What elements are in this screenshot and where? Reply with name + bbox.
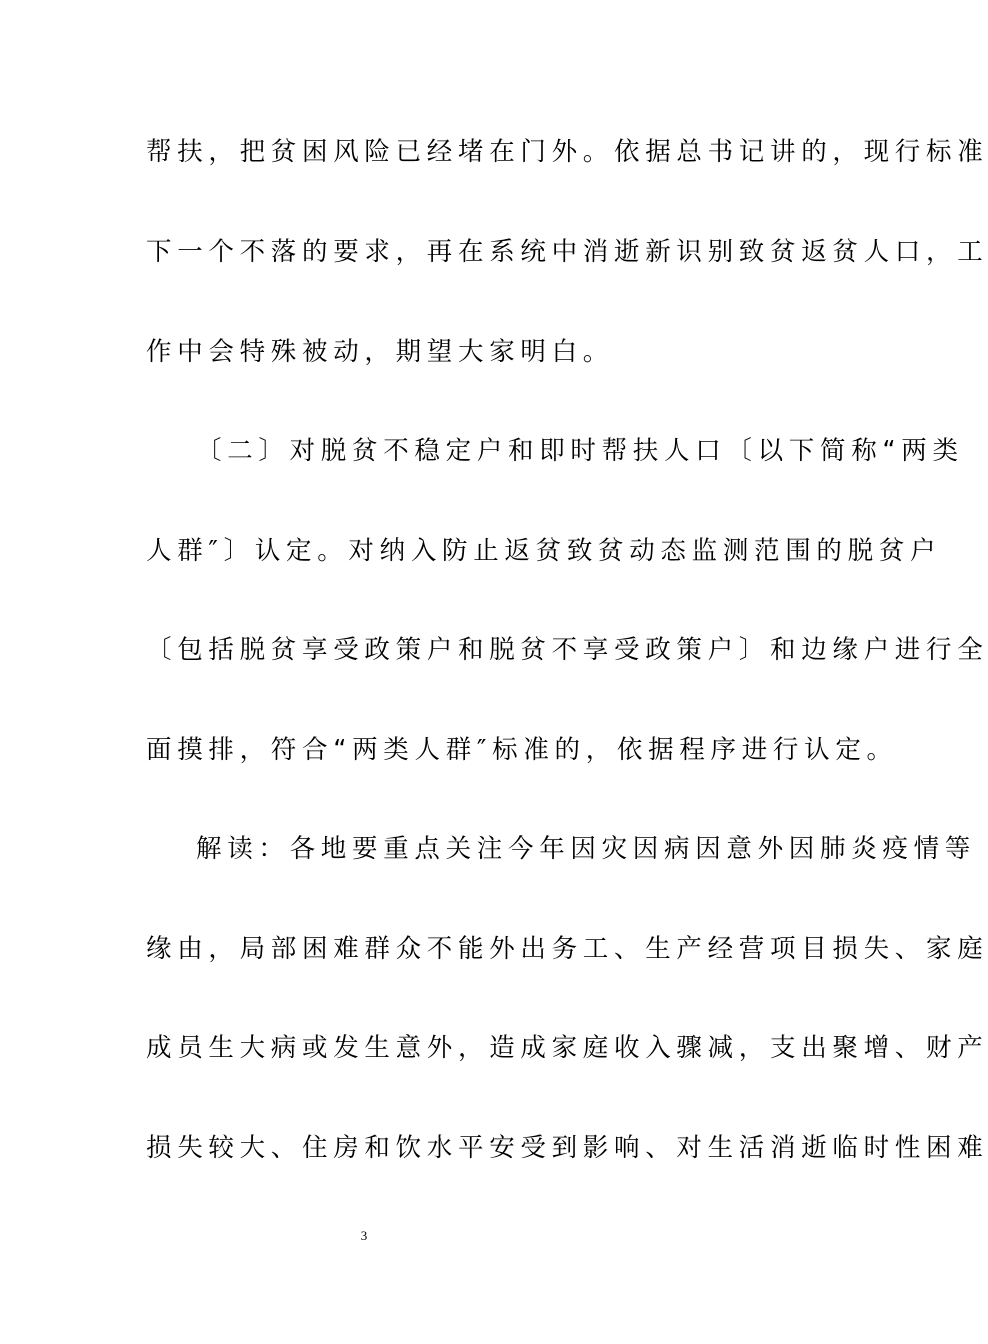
text-line-4: 〔二〕对脱贫不稳定户和即时帮扶人口〔以下简称“两类 xyxy=(196,436,964,466)
text-line-6: 〔包括脱贫享受政策户和脱贫不享受政策户〕和边缘户进行全 xyxy=(146,635,988,665)
text-line-5: 人群″〕认定。对纳入防止返贫致贫动态监测范围的脱贫户 xyxy=(146,536,942,566)
text-line-1: 帮扶，把贫困风险已经堵在门外。依据总书记讲的，现行标准 xyxy=(146,137,988,167)
text-line-11: 损失较大、住房和饮水平安受到影响、对生活消逝临时性困难 xyxy=(146,1133,988,1163)
text-line-9: 缘由，局部困难群众不能外出务工、生产经营项目损失、家庭 xyxy=(146,934,988,964)
text-line-3: 作中会特殊被动，期望大家明白。 xyxy=(146,337,615,367)
page-number: 3 xyxy=(360,1228,368,1243)
text-line-10: 成员生大病或发生意外，造成家庭收入骤减，支出聚增、财产 xyxy=(146,1033,988,1063)
text-line-8: 解读：各地要重点关注今年因灾因病因意外因肺炎疫情等 xyxy=(196,834,977,864)
text-line-7: 面摸排，符合“两类人群″标准的，依据程序进行认定。 xyxy=(146,735,898,765)
text-line-2: 下一个不落的要求，再在系统中消逝新识别致贫返贫人口，工 xyxy=(146,237,988,267)
